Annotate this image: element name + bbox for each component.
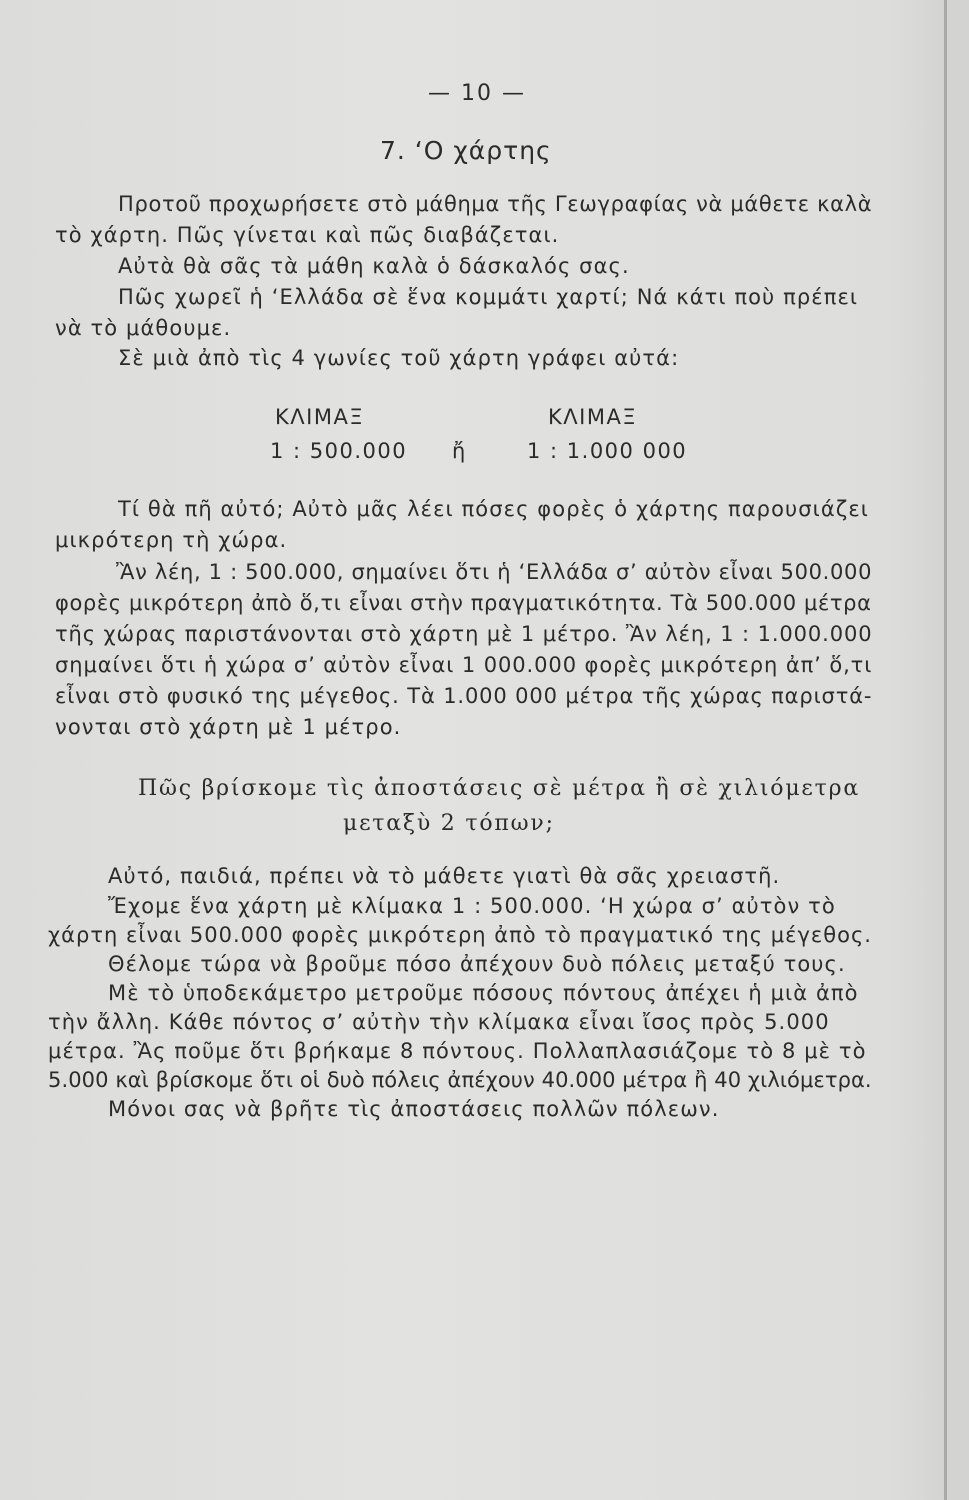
- scale-value-left: 1 : 500.000: [270, 439, 408, 463]
- text-line: μικρότερη τὴ χώρα.: [55, 528, 288, 552]
- section-title: 7. ‘Ο χάρτης: [380, 136, 552, 165]
- text-line: τὴν ἄλλη. Κάθε πόντος σ’ αὐτὴν τὴν κλίμακα εἶναι ἴσος πρὸς 5.000: [48, 1010, 830, 1034]
- text-line: φορὲς μικρότερη ἀπὸ ὅ,τι εἶναι στὴν πραγματικότητα. Τὰ 500.000 μέτρα: [55, 591, 872, 615]
- text-line: εἶναι στὸ φυσικό της μέγεθος. Τὰ 1.000 000 μέτρα τῆς χώρας παριστά-: [55, 684, 873, 708]
- text-line: Μὲ τὸ ὑποδεκάμετρο μετροῦμε πόσους πόντους ἀπέχει ἡ μιὰ ἀπὸ: [108, 981, 859, 1005]
- scale-value-right: 1 : 1.000 000: [527, 439, 688, 463]
- adjacent-page-strip: [947, 0, 969, 1500]
- text-line: Προτοῦ προχωρήσετε στὸ μάθημα τῆς Γεωγραφίας νὰ μάθετε καλὰ: [118, 192, 873, 216]
- text-line: Σὲ μιὰ ἀπὸ τὶς 4 γωνίες τοῦ χάρτη γράφει αὐτά:: [118, 346, 680, 370]
- text-line: νὰ τὸ μάθουμε.: [55, 316, 232, 340]
- text-line: νονται στὸ χάρτη μὲ 1 μέτρο.: [55, 715, 402, 739]
- text-line: Αὐτὰ θὰ σᾶς τὰ μάθη καλὰ ὁ δάσκαλός σας.: [118, 254, 630, 278]
- page-number: — 10 —: [428, 81, 526, 106]
- text-line: χάρτη εἶναι 500.000 φορὲς μικρότερη ἀπὸ τὸ πραγματικό της μέγεθος.: [48, 923, 872, 947]
- text-line: Πῶς χωρεῖ ἡ ‘Ελλάδα σὲ ἕνα κομμάτι χαρτί; Νά κάτι ποὺ πρέπει: [118, 285, 859, 309]
- subheading-line-1: Πῶς βρίσκομε τὶς ἀποστάσεις σὲ μέτρα ἢ σὲ χιλιόμετρα: [138, 776, 860, 801]
- text-line: μέτρα. Ἂς ποῦμε ὅτι βρήκαμε 8 πόντους. Πολλαπλασιάζομε τὸ 8 μὲ τὸ: [48, 1039, 867, 1063]
- scale-or: ἤ: [452, 439, 467, 463]
- text-line: σημαίνει ὅτι ἡ χώρα σ’ αὐτὸν εἶναι 1 000.000 φορὲς μικρότερη ἀπ’ ὅ,τι: [55, 653, 873, 677]
- text-line: Ἂν λέη, 1 : 500.000, σημαίνει ὅτι ἡ ‘Ελλάδα σ’ αὐτὸν εἶναι 500.000: [116, 560, 873, 584]
- text-line: Μόνοι σας νὰ βρῆτε τὶς ἀποστάσεις πολλῶν πόλεων.: [108, 1097, 720, 1121]
- text-line: Αὐτό, παιδιά, πρέπει νὰ τὸ μάθετε γιατὶ θὰ σᾶς χρειαστῆ.: [108, 864, 781, 888]
- text-line: Τί θὰ πῆ αὐτό; Αὐτὸ μᾶς λέει πόσες φορὲς ὁ χάρτης παρουσιάζει: [118, 497, 870, 521]
- scale-label-left: ΚΛΙΜΑΞ: [275, 405, 365, 429]
- text-line: 5.000 καὶ βρίσκομε ὅτι οἱ δυὸ πόλεις ἀπέχουν 40.000 μέτρα ἢ 40 χιλιόμετρα.: [48, 1068, 872, 1092]
- text-line: Θέλομε τώρα νὰ βροῦμε πόσο ἀπέχουν δυὸ πόλεις μεταξύ τους.: [108, 952, 846, 976]
- text-line: τῆς χώρας παριστάνονται στὸ χάρτη μὲ 1 μέτρο. Ἂν λέη, 1 : 1.000.000: [55, 622, 873, 646]
- text-line: Ἔχομε ἕνα χάρτη μὲ κλίμακα 1 : 500.000. ‘Η χώρα σ’ αὐτὸν τὸ: [108, 894, 836, 918]
- scale-label-right: ΚΛΙΜΑΞ: [548, 405, 638, 429]
- subheading-line-2: μεταξὺ 2 τόπων;: [343, 811, 555, 836]
- text-line: τὸ χάρτη. Πῶς γίνεται καὶ πῶς διαβάζεται.: [55, 223, 560, 247]
